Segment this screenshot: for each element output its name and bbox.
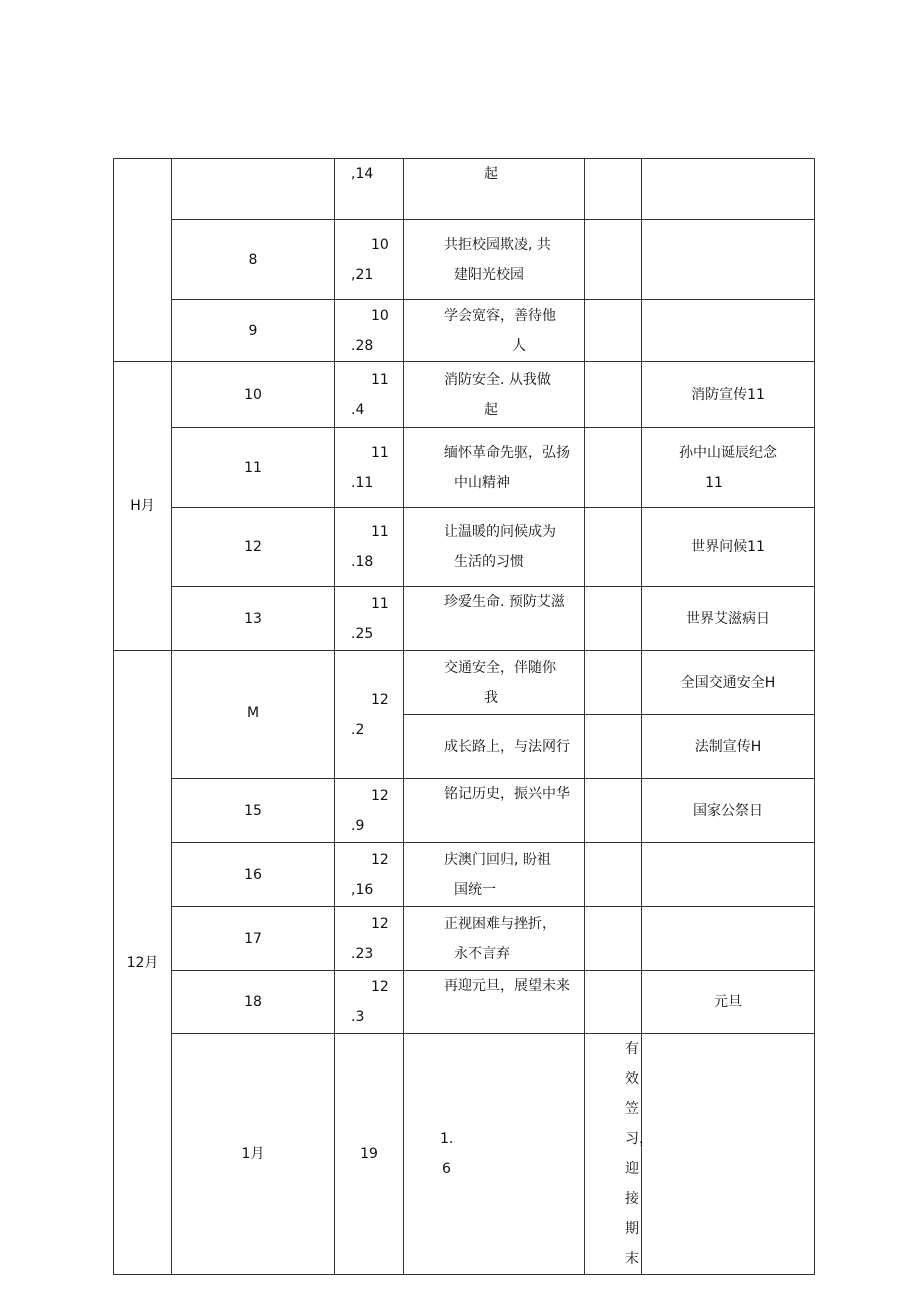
date-cell: [335, 843, 404, 907]
week-cell: 17: [172, 907, 335, 971]
note-cell: [642, 300, 815, 362]
topic-text-line1: 让温暖的问候成为: [444, 524, 556, 540]
topic-text-line2: 国统一: [454, 881, 496, 898]
date-text-top: 11: [371, 444, 389, 461]
blank-cell: [585, 715, 642, 779]
blank-cell: [585, 159, 642, 220]
topic-cell: [404, 587, 585, 651]
note-text-line2: 11: [705, 474, 723, 491]
topic-cell: [404, 428, 585, 508]
topic-cell: [404, 907, 585, 971]
topic-cell: [404, 220, 585, 300]
date-cell: [335, 159, 404, 220]
date-cell: [335, 651, 404, 779]
topic-text-line1: 正视困难与挫折，: [444, 915, 556, 932]
blank-cell: [585, 362, 642, 428]
date-text-top: 12: [371, 915, 389, 932]
topic-text-line1: 庆澳门回归, 盼祖: [444, 851, 551, 868]
topic-text-line1: 消防安全. 从我做: [444, 371, 551, 388]
note-cell: [642, 220, 815, 300]
week-cell: 8: [172, 220, 335, 300]
table-row: [114, 907, 815, 971]
date-text-bottom: .25: [351, 625, 374, 642]
date-cell: [335, 907, 404, 971]
table-row: [114, 300, 815, 362]
date-cell: [335, 220, 404, 300]
date-text-bottom: .18: [351, 554, 374, 570]
topic-cell: [404, 779, 585, 843]
topic-text-line1: 共拒校园欺凌, 共: [444, 236, 551, 253]
blank-cell: [585, 220, 642, 300]
table-row: [114, 220, 815, 300]
topic-text-line2: 永不言弃: [454, 945, 510, 962]
date-text-bottom: .4: [351, 401, 365, 418]
topic-text-line2: 起: [484, 401, 498, 418]
note-cell: [642, 428, 815, 508]
date-text-bottom: .11: [351, 474, 374, 491]
note-cell: 国家公祭日: [642, 779, 815, 843]
table-row: [114, 1034, 815, 1275]
week-cell: 12: [172, 508, 335, 587]
date-text-top: 10: [371, 307, 389, 324]
blank-cell: [585, 508, 642, 587]
week-cell: 10: [172, 362, 335, 428]
topic-text-line2: 人: [512, 337, 526, 354]
topic-text-line2: 生活的习惯: [454, 554, 524, 570]
note-cell: 法制宣传H: [642, 715, 815, 779]
note-cell: 世界艾滋病日: [642, 587, 815, 651]
date-text-bottom: .9: [351, 817, 365, 834]
topic-cell: [404, 971, 585, 1034]
date-text-top: 11: [371, 524, 389, 540]
table-row: [114, 428, 815, 508]
topic-text-line2: 中山精神: [454, 474, 510, 491]
topic-text-line1: 再迎元旦，展望未来: [444, 978, 570, 994]
date-text-bottom: 6: [442, 1161, 451, 1177]
topic-text-line1: 学会宽容，善待他: [444, 307, 556, 324]
note-cell: 全国交通安全H: [642, 651, 815, 715]
note-cell: [642, 159, 815, 220]
date-cell: [335, 587, 404, 651]
topic-cell: [404, 843, 585, 907]
table-row: [114, 971, 815, 1034]
date-cell: [335, 362, 404, 428]
date-text-top: 11: [371, 371, 389, 388]
note-cell: 元旦: [642, 971, 815, 1034]
blank-cell: [585, 651, 642, 715]
date-text-top: 11: [371, 595, 389, 612]
date-text-top: 12: [371, 691, 389, 708]
blank-cell: [585, 300, 642, 362]
week-cell: 13: [172, 587, 335, 651]
topic-cell: [404, 159, 585, 220]
note-cell: 消防宣传11: [642, 362, 815, 428]
week-cell: 16: [172, 843, 335, 907]
week-cell: [172, 159, 335, 220]
note-text-line1: 孙中山诞辰纪念: [679, 444, 777, 461]
topic-cell: [404, 508, 585, 587]
note-cell: 世界问候11: [642, 508, 815, 587]
blank-cell: [585, 779, 642, 843]
topic-cell: [404, 651, 585, 715]
table-row: [114, 508, 815, 587]
table-row: [114, 362, 815, 428]
week-cell: 9: [172, 300, 335, 362]
date-text-bottom: .2: [351, 721, 365, 738]
date-text-bottom: ,16: [351, 881, 374, 898]
date-cell: [404, 1034, 585, 1275]
date-text-top: 1.: [440, 1131, 454, 1147]
date-cell: [335, 300, 404, 362]
date-text-bottom: .3: [351, 1009, 365, 1025]
date-text-top: 12: [371, 851, 389, 868]
topic-text: 起: [484, 166, 498, 182]
topic-text-line1: 铭记历史，振兴中华: [444, 786, 570, 802]
date-text-top: 12: [371, 979, 389, 995]
topic-text-line1: 交通安全，伴随你: [444, 659, 556, 676]
topic-cell: [585, 1034, 653, 1275]
topic-text-line2: 建阳光校园: [454, 266, 524, 283]
date-cell: [335, 779, 404, 843]
date-text-bottom: ,21: [351, 266, 374, 283]
table-row: [114, 587, 815, 651]
month-cell-oct: [114, 159, 172, 362]
date-text-top: 12: [371, 787, 389, 804]
blank-cell: [585, 428, 642, 508]
blank-cell: [642, 1034, 815, 1275]
topic-cell: 成长路上，与法网行: [404, 715, 585, 779]
date-text-bottom: .28: [351, 337, 374, 354]
blank-cell: [585, 907, 642, 971]
date-text: ,14: [351, 166, 374, 182]
week-cell: M: [172, 651, 335, 779]
blank-cell: [585, 843, 642, 907]
month-cell-dec: 12月: [114, 651, 172, 1275]
note-cell: [642, 843, 815, 907]
blank-cell: [585, 587, 642, 651]
week-cell: 19: [335, 1034, 404, 1275]
schedule-table: [113, 158, 815, 1275]
topic-text-line2: 我: [484, 689, 498, 706]
date-cell: [335, 508, 404, 587]
table-row: [114, 779, 815, 843]
topic-text-line1: 珍爱生命. 预防艾滋: [444, 594, 565, 610]
date-cell: [335, 428, 404, 508]
note-cell: [642, 907, 815, 971]
date-cell: [335, 971, 404, 1034]
table-row: [114, 651, 815, 715]
date-text-bottom: .23: [351, 945, 374, 962]
blank-cell: [585, 971, 642, 1034]
topic-cell: [404, 362, 585, 428]
week-cell: 18: [172, 971, 335, 1034]
topic-cell: [404, 300, 585, 362]
table-row: [114, 159, 815, 220]
week-cell: 11: [172, 428, 335, 508]
month-cell-nov: H月: [114, 362, 172, 651]
topic-text-line1: 缅怀革命先驱，弘扬: [444, 444, 570, 461]
date-text-top: 10: [371, 236, 389, 253]
topic-text-line1: 有效笠习，迎接期末: [625, 1041, 653, 1267]
week-cell: 15: [172, 779, 335, 843]
month-cell-jan: 1月: [172, 1034, 335, 1275]
table-row: [114, 843, 815, 907]
